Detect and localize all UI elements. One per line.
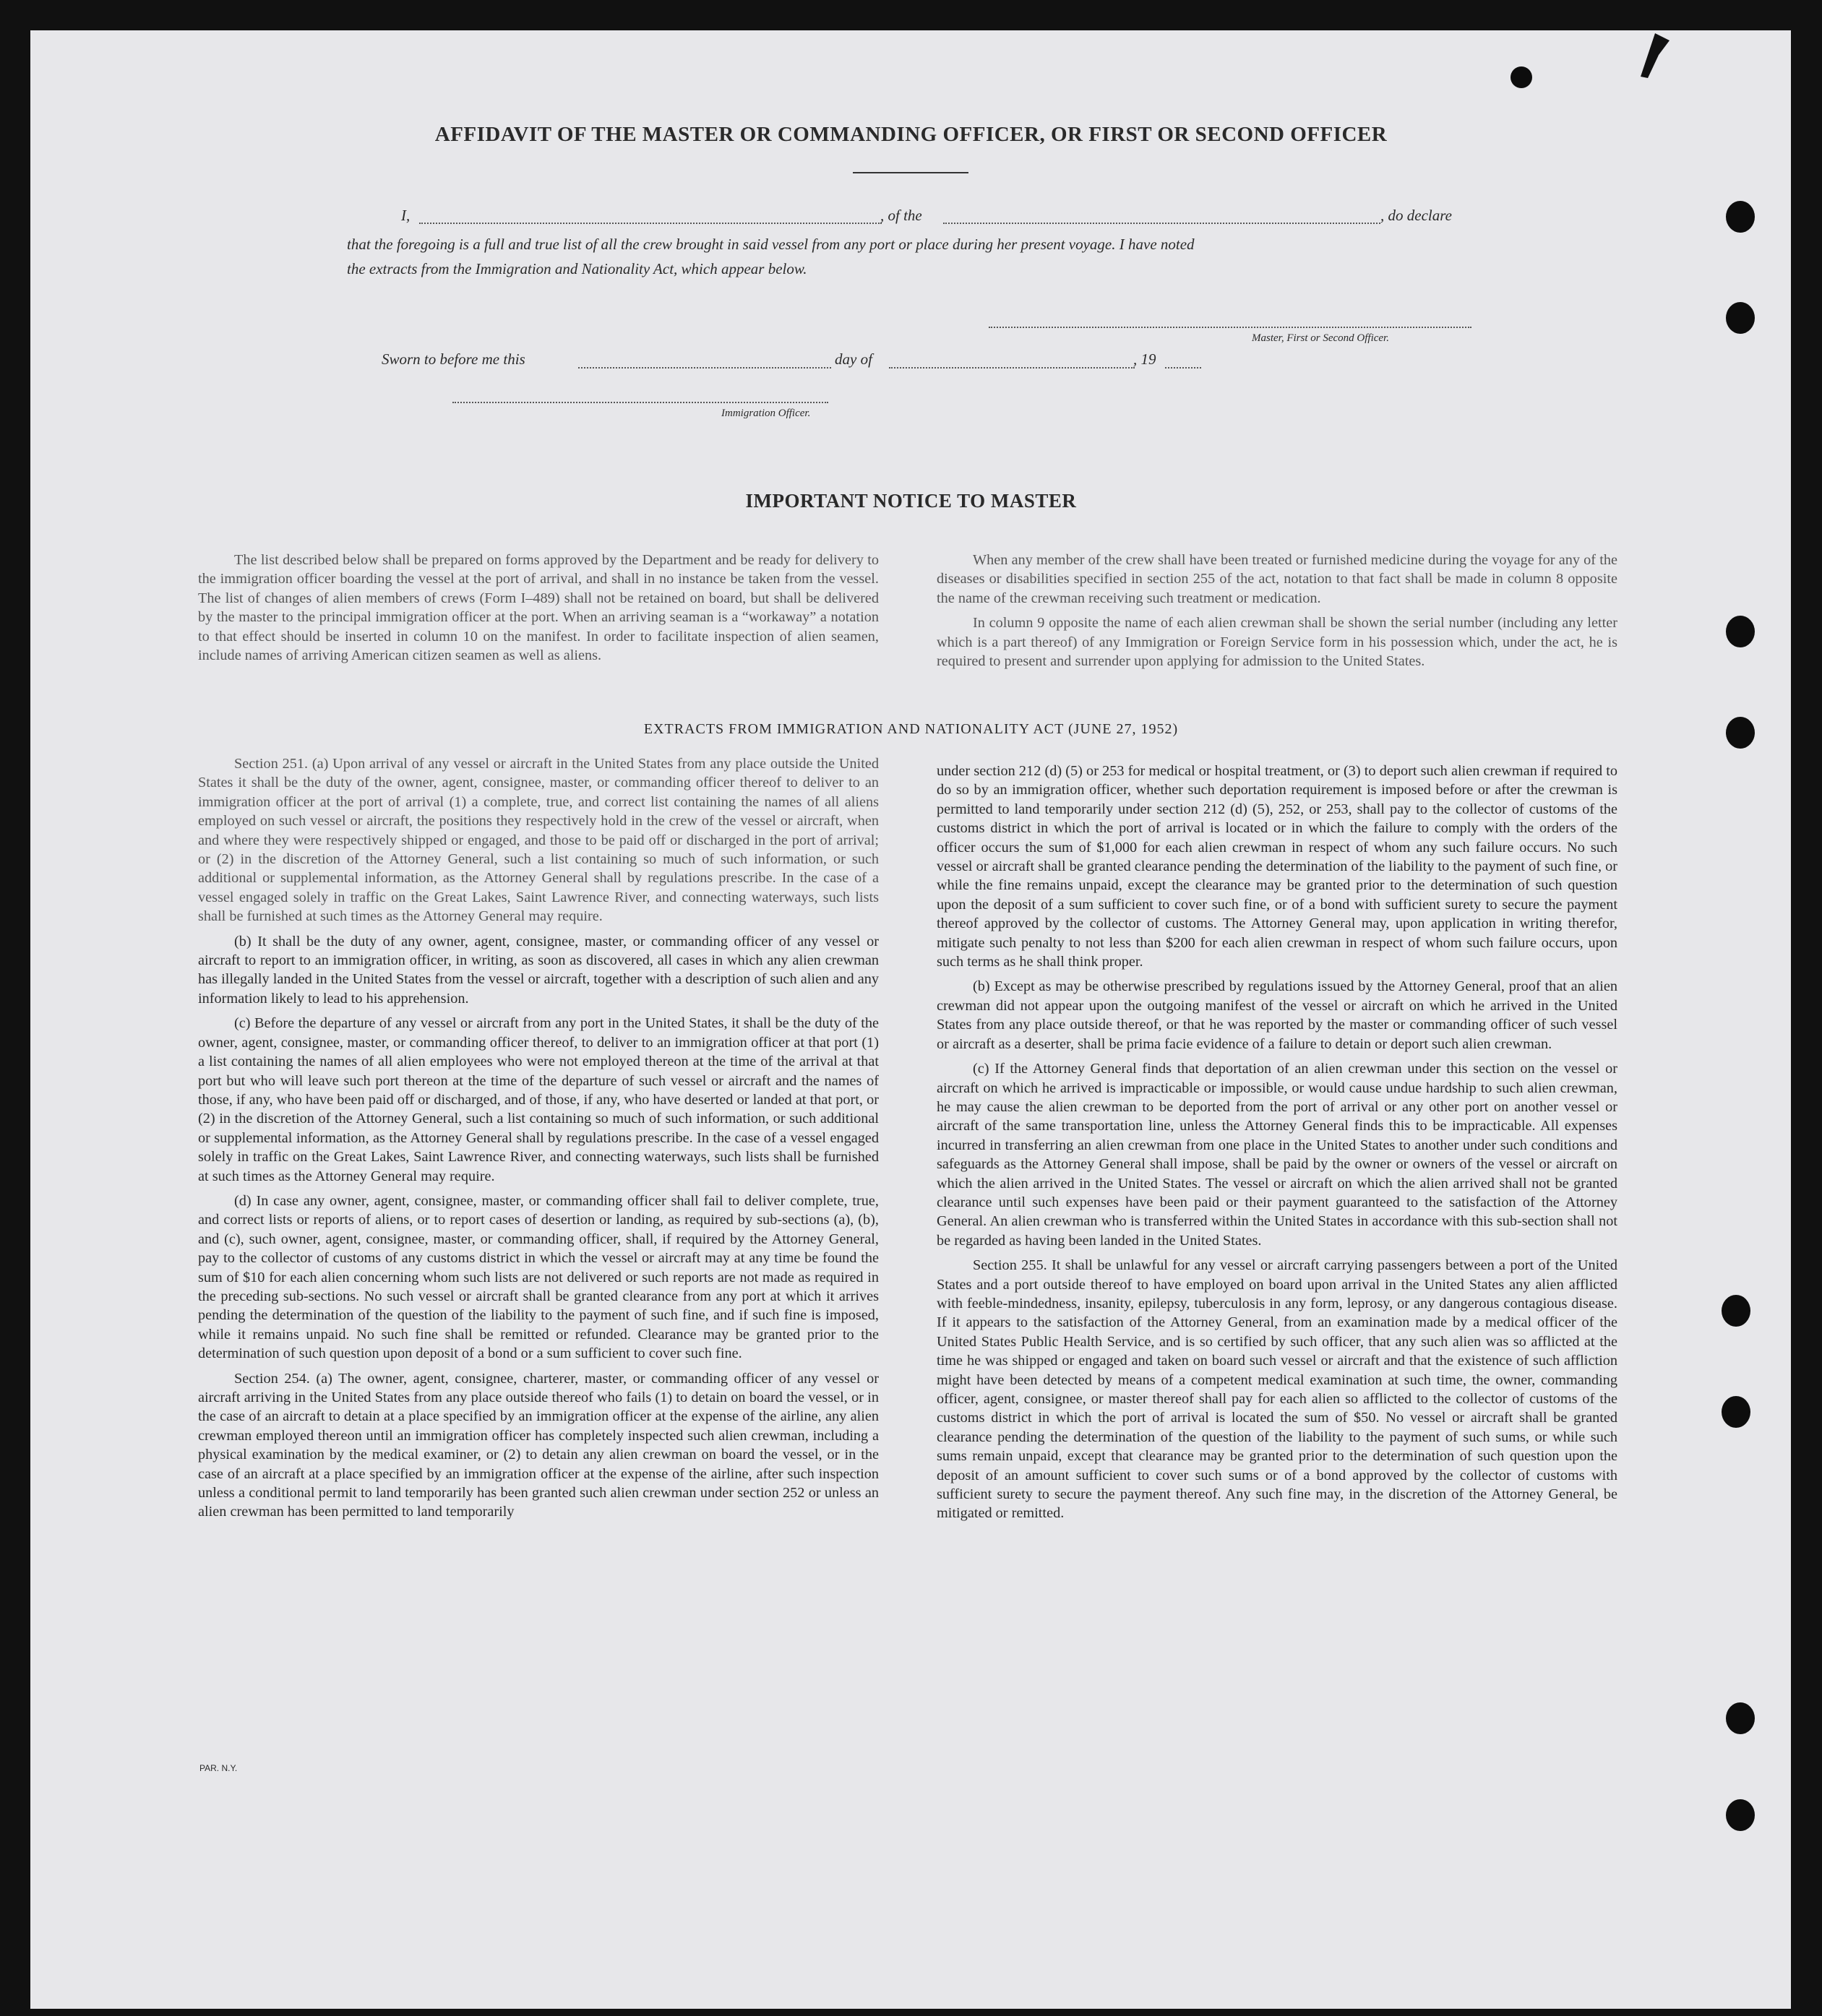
punch-hole xyxy=(1511,66,1532,88)
statement-line-1: that the foregoing is a full and true list of all the crew brought in said vessel from any port or place during her present voyage. I have noted xyxy=(347,236,1195,253)
punch-hole xyxy=(1722,1396,1750,1428)
extract-paragraph: Section 254. (a) The owner, agent, consignee, charterer, master, or commanding officer of any vessel or aircraft arriving in the United States from any place outside thereof who fails (1) to detain on board the vessel, or in the case of an aircraft to detain at a place specified by an immigration officer at the expense of the airline, any alien crewman employed thereon until an immigration officer has completely inspected such alien crewman, including a physical examination by the medical examiner, or (2) to detain any alien crewman on board the vessel, or in the case of an aircraft at a place specified by an immigration officer at the expense of the airline, after such inspection unless a conditional permit to land temporarily has been granted such alien crewman under section 252 or unless an alien crewman has been permitted to land temporarily xyxy=(198,1370,879,1520)
extracts-right-column xyxy=(937,762,1617,1529)
year-label: , 19 xyxy=(1133,350,1156,368)
printer-mark: PAR. N.Y. xyxy=(199,1763,238,1773)
title-underline xyxy=(853,172,968,173)
affidavit-title: AFFIDAVIT OF THE MASTER OR COMMANDING OFFICER, OR FIRST OR SECOND OFFICER xyxy=(434,123,1388,146)
punch-hole xyxy=(1726,1702,1755,1734)
extract-paragraph: under section 212 (d) (5) or 253 for medical or hospital treatment, or (3) to deport such alien crewman if required to do so by an immigration officer, whether such deportation requirement is imposed before or after the crewman is permitted to land temporarily under section 212 (d) (5), 252, or 253, shall pay to the collector of customs of the customs district in which the port of arrival is located or in which the failure to comply with the orders of the officer occurs the sum of $1,000 for each alien crewman in respect of whom any such failure occurs. No such vessel or aircraft shall be granted clearance pending the determination of the liability to the payment of such fine, or while the fine remains unpaid, except the clearance may be granted prior to the determination of such question upon the deposit of a sum sufficient to cover such fine, or of a bond with sufficient surety to secure the payment thereof approved by the collector of customs. The Attorney General may, upon application in writing therefor, mitigate such penalty to not less than $200 for each alien crewman in respect of whom such failure occurs, upon such terms as he shall think proper. xyxy=(937,763,1617,970)
extract-paragraph: Section 255. It shall be unlawful for any vessel or aircraft carrying passengers between a port of the United States and a port outside thereof to have employed on board upon arrival in the United States any alien afflicted with feeble-mindedness, insanity, epilepsy, tuberculosis in any form, leprosy, or any dangerous contagious disease. If it appears to the satisfaction of the Attorney General, from an examination made by a medical officer of the United States Public Health Service, and is so certified by such officer, that any such alien was so afflicted at the time he was shipped or engaged and taken on board such vessel or aircraft and that the existence of such affliction might have been detected by means of a competent medical examination at such time, the owner, commanding officer, agent, consignee, or master thereof shall pay for each alien so afflicted to the collector of customs of the customs district in which the port of arrival is located the sum of $50. No vessel or aircraft shall be granted clearance pending the determination of the question of the liability to the payment of such sums, or while such sums remain unpaid, except that clearance may be granted prior to the determination of such question upon the deposit of an amount sufficient to cover such sums or of a bond approved by the collector of customs with sufficient surety to secure the payment thereof. Any such fine may, in the discretion of the Attorney General, be mitigated or remitted. xyxy=(937,1257,1617,1522)
punch-hole xyxy=(1722,1295,1750,1327)
vessel-label: , of the xyxy=(880,207,922,224)
sworn-day-field[interactable] xyxy=(578,367,831,369)
declarant-label: I, xyxy=(401,207,411,224)
sworn-label: Sworn to before me this xyxy=(382,350,525,368)
statement-line-2: the extracts from the Immigration and Nationality Act, which appear below. xyxy=(347,260,807,277)
declare-label: , do declare xyxy=(1380,207,1452,224)
punch-hole xyxy=(1726,201,1755,233)
ink-smudge-mark xyxy=(1626,26,1684,84)
extract-paragraph: (c) Before the departure of any vessel or aircraft from any port in the United States, it shall be the duty of the owner, agent, consignee, master, or commanding officer thereof, to deliver to an immigration officer at that port (1) a list containing the names of all alien employees who were not employed thereon at the time of the arrival at that port but who will leave such port thereon at the time of the departure of such vessel or aircraft and the names of those, if any, who have been paid off or discharged, and of those, if any, who have deserted or landed at that port, or (2) in the discretion of the Attorney General, such a list containing so much of such information, or such additional or supplemental information, as the Attorney General shall by regulations prescribe. In the case of a vessel engaged solely in traffic on the Great Lakes, Saint Lawrence River, and connecting waterways, such lists shall be furnished at such times as the Attorney General may require. xyxy=(198,1015,879,1184)
sworn-year-field[interactable] xyxy=(1165,367,1201,369)
extract-paragraph: Section 251. (a) Upon arrival of any vessel or aircraft in the United States from any place outside the United States it shall be the duty of the owner, agent, consignee, master, or commanding officer thereof to deliver to an immigration officer at the port of arrival (1) a complete, true, and correct list containing the names of all aliens employed on such vessel or aircraft, the positions they respectively hold in the crew of the vessel or aircraft, when and where they were respectively shipped or engaged, and those to be paid off or discharged in the port of arrival; or (2) in the discretion of the Attorney General, such a list containing so much of such information, or such additional or supplemental information, as the Attorney General shall by regulations prescribe. In the case of a vessel engaged solely in traffic on the Great Lakes, Saint Lawrence River, and connecting waterways, such lists shall be furnished at such times as the Attorney General may require. xyxy=(198,756,879,925)
extract-paragraph: (d) In case any owner, agent, consignee, master, or commanding officer shall fail to deliver complete, true, and correct lists or reports of aliens, or to report cases of desertion or landing, as required by sub-sections (a), (b), and (c), such owner, agent, consignee, master, or commanding officer, shall, if required by the Attorney General, pay to the collector of customs of any customs district in which the vessel or aircraft may at any time be found the sum of $10 for each alien concerning whom such lists are not delivered or such reports are not made as required in the preceding sub-sections. No such vessel or aircraft shall be granted clearance from any port at which it arrives pending the determination of the question of the liability to the payment of such fine, and if such fine is imposed, while it remains unpaid. No such fine shall be remitted or refunded. Clearance may be granted prior to the determination of such question upon deposit of a bond or a sum sufficient to cover such fine. xyxy=(198,1192,879,1362)
notice-title: IMPORTANT NOTICE TO MASTER xyxy=(745,490,1077,512)
sworn-month-field[interactable] xyxy=(889,367,1135,369)
notice-right-column xyxy=(937,551,1617,676)
extracts-left-column xyxy=(198,754,879,1528)
day-of-label: day of xyxy=(835,350,872,368)
declarant-name-field[interactable] xyxy=(419,223,882,224)
extract-paragraph: (b) It shall be the duty of any owner, agent, consignee, master, or commanding officer of any vessel or aircraft to report to an immigration officer, in writing, as soon as discovered, all cases in which any alien crewman has illegally landed in the United States from the vessel or aircraft, together with a description of such alien and any information likely to lead to his apprehension. xyxy=(198,933,879,1007)
notice-paragraph: In column 9 opposite the name of each alien crewman shall be shown the serial number (including any letter which is a part thereof) of any Immigration or Foreign Service form in his possession which, under the act, he is required to present and surrender upon applying for admission to the United States. xyxy=(937,615,1617,670)
officer-signature-line[interactable] xyxy=(452,402,828,403)
extract-paragraph: (c) If the Attorney General finds that deportation of an alien crewman under this section on the vessel or aircraft on which he arrived is impracticable or impossible, or would cause undue hardship to such alien crewman, he may cause the alien crewman to be deported from the port of arrival or any other port on another vessel or aircraft of the same transportation line, unless the Attorney General finds this to be impracticable. All expenses incurred in transferring an alien crewman from one place in the United States to another under such conditions and safeguards as the Attorney General shall impose, shall be paid by the owner or owners of the vessel or aircraft on which the alien arrived in the United States. The vessel or aircraft on which the alien arrived shall not be granted clearance until such expenses have been paid or their payment guaranteed to the satisfaction of the Attorney General. An alien crewman who is transferred within the United States in accordance with this sub-section shall not be regarded as having been landed in the United States. xyxy=(937,1061,1617,1249)
extract-paragraph: (b) Except as may be otherwise prescribed by regulations issued by the Attorney General, proof that an alien crewman did not appear upon the outgoing manifest of the vessel or aircraft on which he arrived in the United States from any place outside thereof, or that he was reported by the master or commanding officer of such vessel or aircraft as a deserter, shall be prima facie evidence of a failure to detain or deport such alien crewman. xyxy=(937,978,1617,1052)
punch-hole xyxy=(1726,1799,1755,1831)
notice-paragraph: When any member of the crew shall have been treated or furnished medicine during the voyage for any of the diseases or disabilities specified in section 255 of the act, notation to that fact shall be made in column 8 opposite the name of the crewman receiving such treatment or medication. xyxy=(937,552,1617,606)
notice-paragraph: The list described below shall be prepared on forms approved by the Department and be ready for delivery to the immigration officer boarding the vessel at the port of arrival, and shall in no instance be taken from the vessel. The list of changes of alien members of crews (Form I–489) shall not be retained on board, but shall be delivered by the master to the principal immigration officer at the port. When an arriving seaman is a “workaway” a notation to that effect should be inserted in column 10 on the manifest. In order to facilitate inspection of alien seamen, include names of arriving American citizen seamen as well as aliens. xyxy=(198,552,879,664)
master-signature-line[interactable] xyxy=(989,327,1471,328)
punch-hole xyxy=(1726,302,1755,334)
notice-left-column xyxy=(198,551,879,671)
vessel-name-field[interactable] xyxy=(943,223,1380,224)
officer-signature-label: Immigration Officer. xyxy=(721,408,811,419)
extracts-heading: EXTRACTS FROM IMMIGRATION AND NATIONALITY ACT (JUNE 27, 1952) xyxy=(643,721,1179,737)
master-signature-label: Master, First or Second Officer. xyxy=(1252,332,1389,344)
punch-hole xyxy=(1726,616,1755,647)
